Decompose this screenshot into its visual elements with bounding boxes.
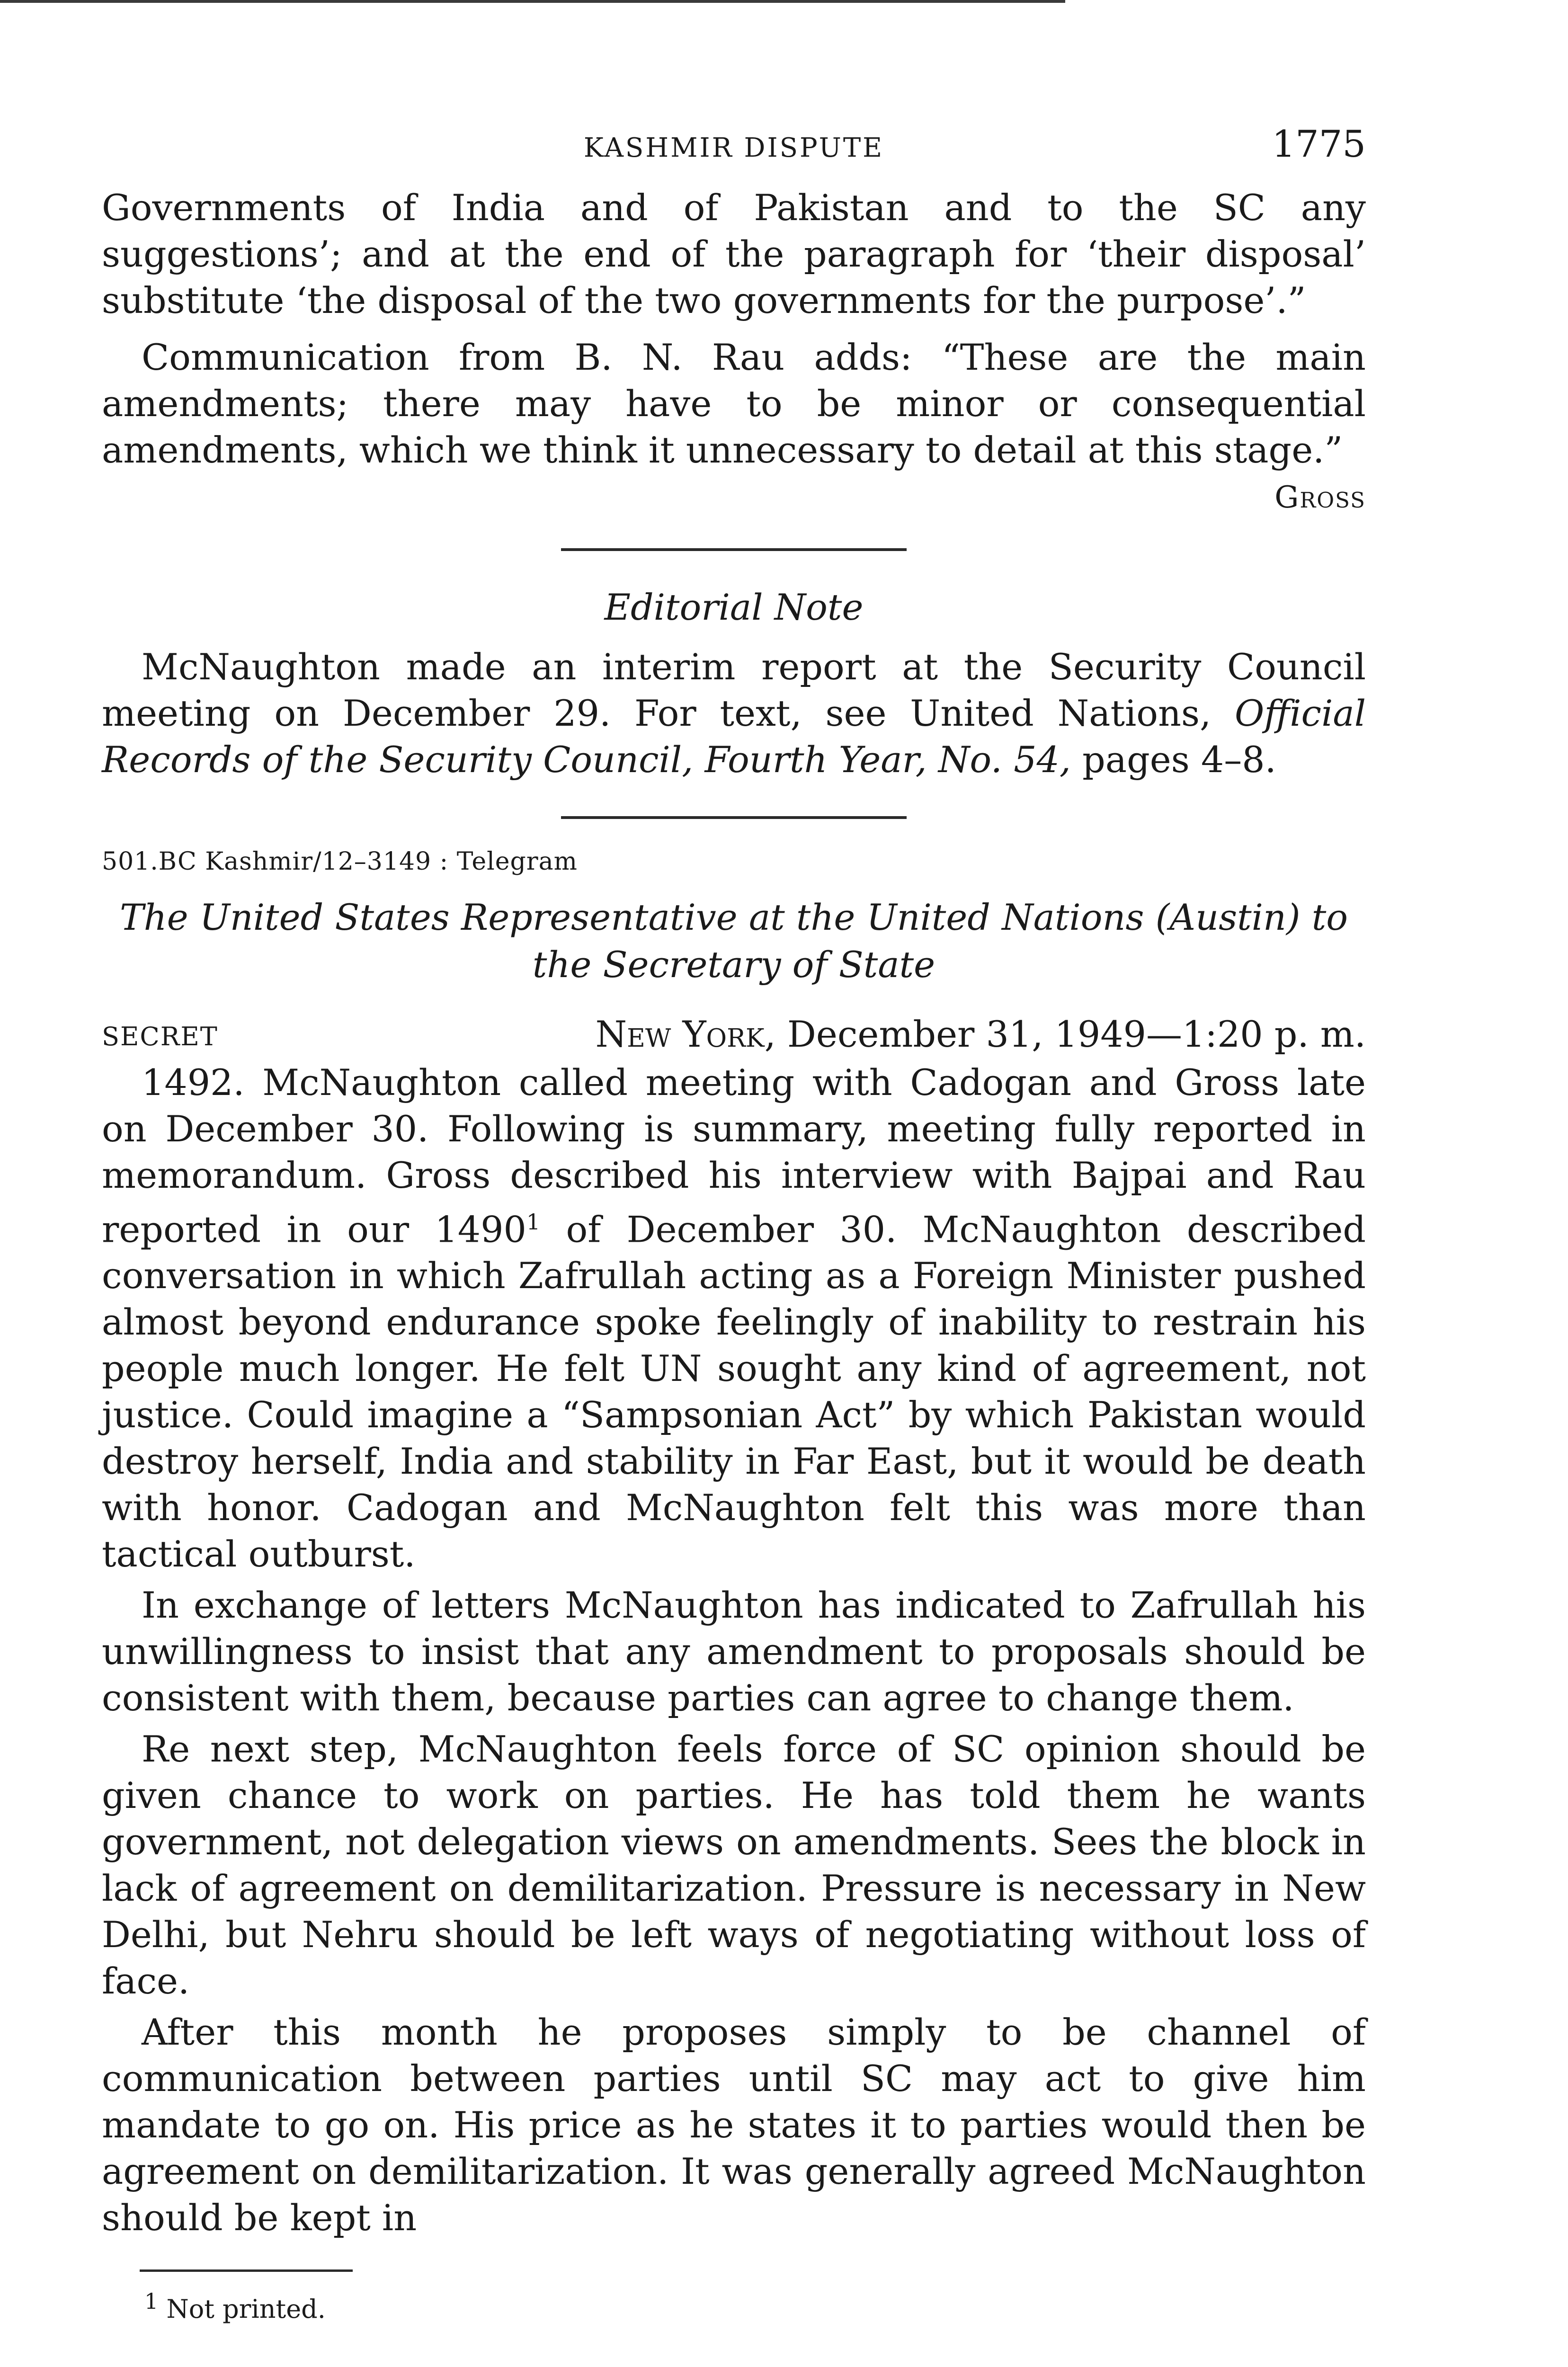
telegram-paragraph-1-end: of December 30. McNaughton described conversation in which Zafrullah acting as a Foreign Minister pushed almost beyond endurance spoke feelingly of inability to restrain his people much longer. He felt UN sought any kind of agreement, not justice. Could imagine a “Sampsonian Act” by which Pakistan would destroy herself, India and stability in Far East, but it would be death with honor. Cadogan and McNaughton felt this was more than tactical outburst. [102,1208,1366,1575]
top-scan-rule [0,0,1065,3]
running-head [102,118,1366,166]
telegram-paragraph-1-start: 1492. McNaughton called meeting with Cadogan and Gross late on December 30. Following is summary, meeting fully reported in memorandum. Gross described his interview with Bajpai and Rau reported in our 1490 [102,1061,1366,1251]
page-number: 1775 [1272,123,1366,166]
heading-name: Austin [1169,896,1286,938]
editorial-note-text [102,644,1366,783]
telegram-paragraph-1 [102,1059,1366,1577]
document-page [102,118,1366,2328]
section-divider [561,816,907,819]
telegram-paragraph-4: After this month he proposes simply to be channel of communication between parties until SC may act to give him mandate to go on. His price as he states it to parties would then be agreement on demilitarization. It was generally agreed McNaughton should be kept in [102,2011,1366,2239]
signature-gross: Gross [1274,480,1366,515]
editorial-note-text-prefix: McNaughton made an interim report at the Security Council meeting on December 29. For text, see United Nations, [102,646,1366,734]
running-head-title: KASHMIR DISPUTE [583,133,884,163]
footnote-reference: 1 [526,1209,541,1235]
date-text [596,1011,1366,1058]
document-heading [102,894,1366,988]
continued-paragraph: Governments of India and of Pakistan and to the SC any suggestions’; and at the end of the paragraph for ‘their disposal’ substitute ‘the disposal of the two governments for the purpose’.” [102,187,1366,321]
date-time: , December 31, 1949—1:20 p. m. [764,1013,1366,1055]
footnote-text: Not printed. [166,2294,326,2324]
dateline [102,1011,1366,1058]
footnote-mark: 1 [144,2288,159,2314]
editorial-note-source: Official Records of the Security Council, Fourth Year, No. 54, [102,692,1366,781]
document-file-id: 501.BC Kashmir/12–3149 : Telegram [102,847,578,876]
footnote [144,2282,1366,2328]
editorial-note-title: Editorial Note [604,586,864,628]
footnote-divider [140,2269,353,2272]
telegram-paragraph-2: In exchange of letters McNaughton has indicated to Zafrullah his unwillingness to insist that any amendment to proposals should be consistent with them, because parties can agree to change them. [102,1584,1366,1719]
editorial-note-pages: pages 4–8. [1082,739,1276,781]
heading-suffix: ) to the Secretary of State [532,896,1348,986]
telegram-paragraph-3: Re next step, McNaughton feels force of SC opinion should be given chance to work on parties. He has told them he wants government, not delegation views on amendments. Sees the block in lack of agreement on demilitarization. Pressure is necessary in New Delhi, but Nehru should be left ways of negotiating without loss of face. [102,1728,1366,2002]
place: New York [595,1013,765,1055]
classification-label: SECRET [102,1022,218,1051]
heading-prefix: The United States Representative at the United Nations ( [119,896,1170,938]
section-divider [561,548,907,551]
rau-communication-paragraph: Communication from B. N. Rau adds: “These are the main amendments; there may have to be minor or consequential amendments, which we think it unnecessary to detail at this stage.” [102,336,1366,471]
